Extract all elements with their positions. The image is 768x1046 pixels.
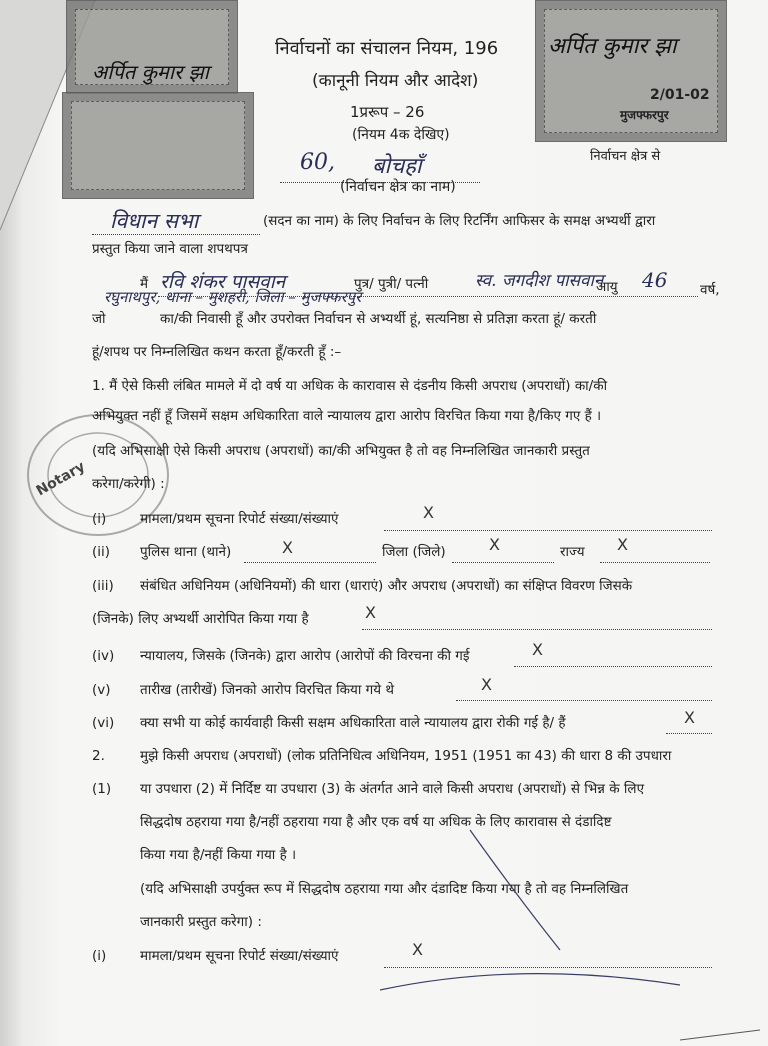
item-vi-num: (vi) [92,715,115,731]
form-subtitle: (कानूनी नियम और आदेश) [312,71,479,91]
item-ii-cross3: X [617,535,628,554]
item-iii-cross: X [365,603,376,622]
notary-seal-text: Notary [33,458,88,500]
item-v-cross: X [481,675,492,694]
item-i-num: (i) [92,511,107,527]
constituency-number: 60, [300,150,335,175]
para1-line2: अभियुक्त नहीं हूँ जिसमें सक्षम अधिकारिता वाले न्यायालय द्वारा आरोप विरचित किया गया है/किए गए हैं । [92,408,602,424]
item-iii-cont: (जिनके) लिए अभ्यर्थी आरोपित किया गया है [92,611,309,627]
item-i-text: मामला/प्रथम सूचना रिपोर्ट संख्या/संख्याएं [140,511,339,527]
para2-line1: मुझे किसी अपराध (अपराधों) (लोक प्रतिनिधित्व अधिनियम, 1951 (1951 का 43) की धारा 8 की उपधारा [140,748,672,764]
item-ii-text: पुलिस थाना (थाने) [140,544,232,560]
years-label: वर्ष, [700,282,720,298]
para1-line1: 1. मैं ऐसे किसी लंबित मामले में दो वर्ष या अधिक के कारावास से दंडनीय किसी अपराध (अपराधों) का/की [92,378,608,394]
item-ii-cross2: X [489,535,500,554]
stamp-date: 2/01-02 [650,87,710,103]
constituency-right-label: निर्वाचन क्षेत्र से [590,149,661,164]
item-iv-cross: X [532,640,543,659]
candidate-name: रवि शंकर पासवान [160,271,286,293]
form-number: 1प्ररूप – 26 [350,103,425,121]
item-iii-text: संबंधित अधिनियम (अधिनियमों) की धारा (धाराएं) और अपराध (अपराधों) का संक्षिप्त विवरण जिसके [140,578,633,594]
house-suffix-text: (सदन का नाम) के लिए निर्वाचन के लिए रिटर्निंग आफिसर के समक्ष अभ्यर्थी द्वारा [263,213,656,229]
candidate-age: 46 [642,268,668,292]
para2-line5: (यदि अभिसाक्षी उपर्युक्त रूप में सिद्धदोष ठहराया गया और दंडादिष्ट किया गया है तो वह निम्नलिखित [140,881,629,897]
candidate-address: रघुनाथपुर, थाना – मुशहरी, जिला – मुजफ्फरपुर [104,288,362,306]
item-ii-text2: जिला (जिले) [382,544,446,560]
stamp-signature-left: अर्पित कुमार झा [92,60,209,84]
form-title: निर्वाचनों का संचालन नियम, 196 [275,38,499,59]
affidavit-intro: प्रस्तुत किया जाने वाला शपथपत्र [92,241,248,257]
constituency-label: (निर्वाचन क्षेत्र का नाम) [340,179,456,195]
resident-text: का/की निवासी हूँ और उपरोक्त निर्वाचन से अभ्यर्थी हूं, सत्यनिष्ठा से प्रतिज्ञा करता हूं/ करती [160,311,597,327]
item-iv-text: न्यायालय, जिसके (जिनके) द्वारा आरोप (आरोपों की विरचना की गई [140,648,470,664]
para2-line2: या उपधारा (2) में निर्दिष्ट या उपधारा (3) के अंतर्गत आने वाले किसी अपराध (अपराधों) से भिन्न के लिए [140,781,645,797]
para2-line3: सिद्धदोष ठहराया गया है/नहीं ठहराया गया है और एक वर्ष या अधिक के लिए कारावास से दंडादिष्ट [140,814,612,830]
resident-prefix: जो [92,311,106,327]
stamp-place: मुजफ्फरपुर [620,108,669,122]
item-iii-num: (iii) [92,578,114,594]
para2-item-text: मामला/प्रथम सूचना रिपोर्ट संख्या/संख्याएं [140,948,339,964]
item-v-text: तारीख (तारीखें) जिनको आरोप विरचित किया गये थे [140,682,394,698]
para2-line4: किया गया है/नहीं किया गया है । [140,847,297,863]
para2-line6: जानकारी प्रस्तुत करेगा) : [140,914,262,930]
item-vi-cross: X [684,708,695,727]
oath-text: हूं/शपथ पर निम्नलिखित कथन करता हूँ/करती हूँ :– [92,344,342,360]
father-name: स्व. जगदीश पासवान [475,271,604,291]
para2-num: 2. [92,748,105,764]
main-pronoun: मैं [140,276,149,292]
para2-item-cross: X [412,940,423,959]
item-iv-num: (iv) [92,648,115,664]
item-vi-text: क्या सभी या कोई कार्यवाही किसी सक्षम अधिकारिता वाले न्यायालय द्वारा रोकी गई है/ हैं [140,715,566,731]
stamp-signature-right: अर्पित कुमार झा [548,34,677,59]
para1-line3: (यदि अभिसाक्षी ऐसे किसी अपराध (अपराधों) का/की अभियुक्त है तो वह निम्नलिखित जानकारी प्रस्तुत [92,443,590,459]
son-of-label: पुत्र/ पुत्री/ पत्नी [354,276,429,292]
item-ii-text3: राज्य [560,544,585,560]
para1-line4: करेगा/करेगी) : [92,476,165,492]
item-ii-cross1: X [282,538,293,557]
constituency-name: बोचहाँ [372,154,422,179]
age-label: आयु [596,279,618,295]
rule-reference: (नियम 4क देखिए) [352,127,450,143]
item-ii-num: (ii) [92,544,111,560]
house-name: विधान सभा [110,209,199,233]
item-v-num: (v) [92,682,111,698]
para2-sub: (1) [92,781,112,797]
item-i-cross: X [423,503,434,522]
para2-item-num: (i) [92,948,107,964]
